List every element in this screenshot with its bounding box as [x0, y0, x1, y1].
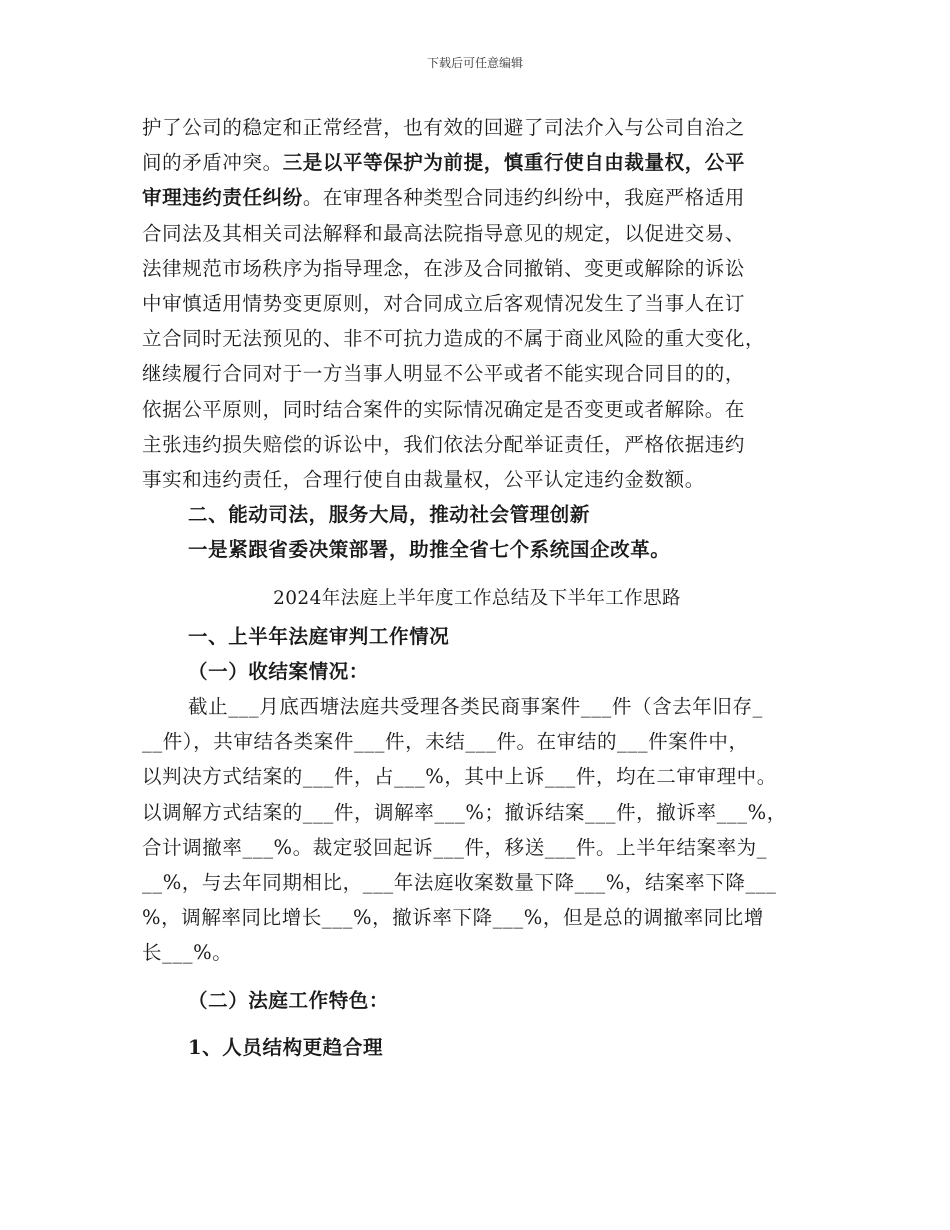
section-subheading: （一）收结案情况：	[188, 659, 369, 683]
text-line	[142, 145, 812, 180]
text-line: 以调解方式结案的___件，调解率___%；撤诉结案___件，撤诉率___%，	[142, 800, 787, 824]
text-line: 立合同时无法预见的、非不可抗力造成的不属于商业风险的重大变化，	[142, 327, 766, 351]
text-line: 合同法及其相关司法解释和最高法院指导意见的规定，以促进交易、	[142, 221, 746, 245]
document-body	[142, 110, 812, 1065]
spacer	[142, 1018, 812, 1030]
section-heading: 二、能动司法，服务大局，推动社会管理创新	[188, 503, 591, 527]
spacer	[142, 971, 812, 983]
text-line: 事实和违约责任，合理行使自由裁量权，公平认定违约金数额。	[142, 467, 705, 491]
list-item-heading: 1、人员结构更趋合理	[188, 1035, 384, 1059]
text-run: 间的矛盾冲突。	[142, 151, 283, 175]
section-heading: 一、上半年法庭审判工作情况	[188, 624, 450, 648]
text-run: 。在审理各种类型合同违约纠纷中，我庭严格适用	[302, 186, 746, 210]
text-line	[142, 180, 812, 215]
bold-emphasis: 审理违约责任纠纷	[142, 186, 303, 210]
bold-emphasis: 三是以平等保护为前提，慎重行使自由裁量权，公平	[282, 151, 746, 175]
text-line: 中审慎适用情势变更原则，对合同成立后客观情况发生了当事人在订	[142, 291, 746, 315]
section-subheading: 一是紧跟省委决策部署，助推全省七个系统国企改革。	[188, 538, 671, 562]
text-line: 法律规范市场秩序为指导理念，在涉及合同撤销、变更或解除的诉讼	[142, 256, 746, 280]
text-line: 护了公司的稳定和正常经营，也有效的回避了司法介入与公司自治之	[142, 116, 746, 139]
section-subheading: （二）法庭工作特色：	[188, 988, 390, 1012]
text-line: 长___%。	[142, 941, 233, 965]
text-line: 以判决方式结案的___件，占___%，其中上诉___件，均在二审审理中。	[142, 765, 777, 789]
text-line: 合计调撤率___%。裁定驳回起诉___件，移送___件。上半年结案率为_	[142, 835, 768, 859]
page-header: 下载后可任意编辑	[426, 56, 523, 70]
text-line: 继续履行合同对于一方当事人明显不公平或者不能实现合同目的的，	[142, 362, 746, 386]
text-line: __件），共审结各类案件___件，未结___件。在审结的___件案件中，	[142, 730, 749, 754]
text-line: 主张违约损失赔偿的诉讼中，我们依法分配举证责任，严格依据违约	[142, 432, 746, 456]
text-line: 截止___月底西塘法庭共受理各类民商事案件___件（含去年旧存_	[188, 695, 763, 718]
text-line: 依据公平原则，同时结合案件的实际情况确定是否变更或者解除。在	[142, 397, 746, 421]
document-title: 2024年法庭上半年度工作总结及下半年工作思路	[273, 588, 681, 610]
text-line: __%，与去年同期相比，___年法庭收案数量下降___%，结案率下降___	[142, 870, 777, 894]
text-line: %，调解率同比增长___%，撤诉率下降___%，但是总的调撤率同比增	[142, 906, 764, 930]
